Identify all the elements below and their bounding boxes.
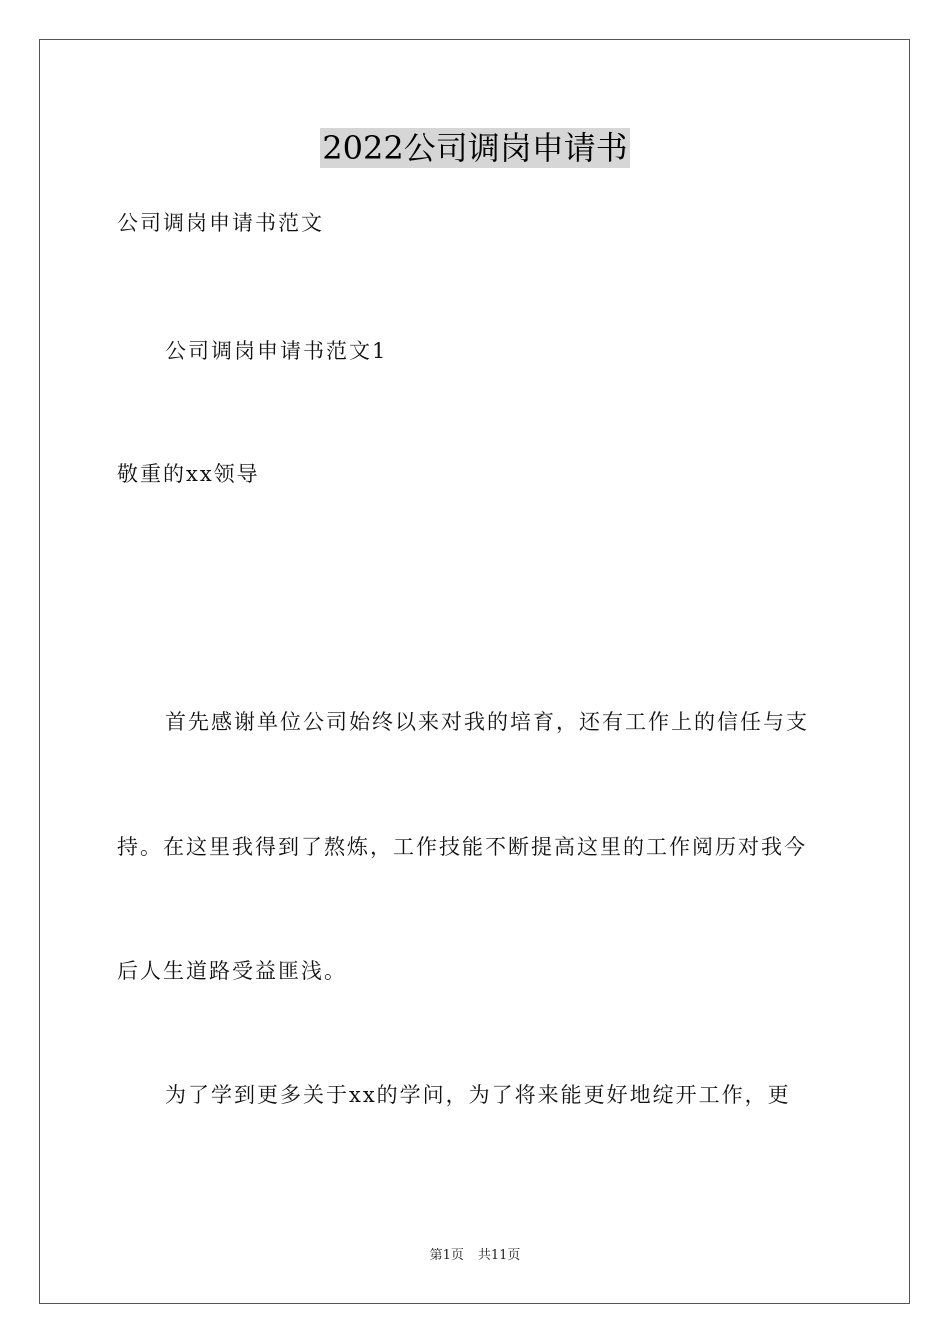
page-total: 共11页 [477, 1248, 521, 1263]
page-footer [0, 1247, 950, 1265]
section-heading: 公司调岗申请书范文1 [165, 339, 388, 363]
salutation: 敬重的xx领导 [117, 462, 260, 486]
page-number: 第1页 [429, 1248, 464, 1263]
document-subtitle: 公司调岗申请书范文 [117, 211, 324, 235]
title-container [0, 128, 950, 168]
document-title: 2022公司调岗申请书 [322, 129, 628, 167]
paragraph1-line1: 首先感谢单位公司始终以来对我的培育，还有工作上的信任与支 [165, 710, 809, 734]
paragraph1-line2: 持。在这里我得到了熬炼，工作技能不断提高这里的工作阅历对我今 [117, 835, 807, 859]
paragraph2-line1: 为了学到更多关于xx的学问，为了将来能更好地绽开工作，更 [165, 1083, 791, 1107]
paragraph1-line3: 后人生道路受益匪浅。 [117, 959, 347, 983]
